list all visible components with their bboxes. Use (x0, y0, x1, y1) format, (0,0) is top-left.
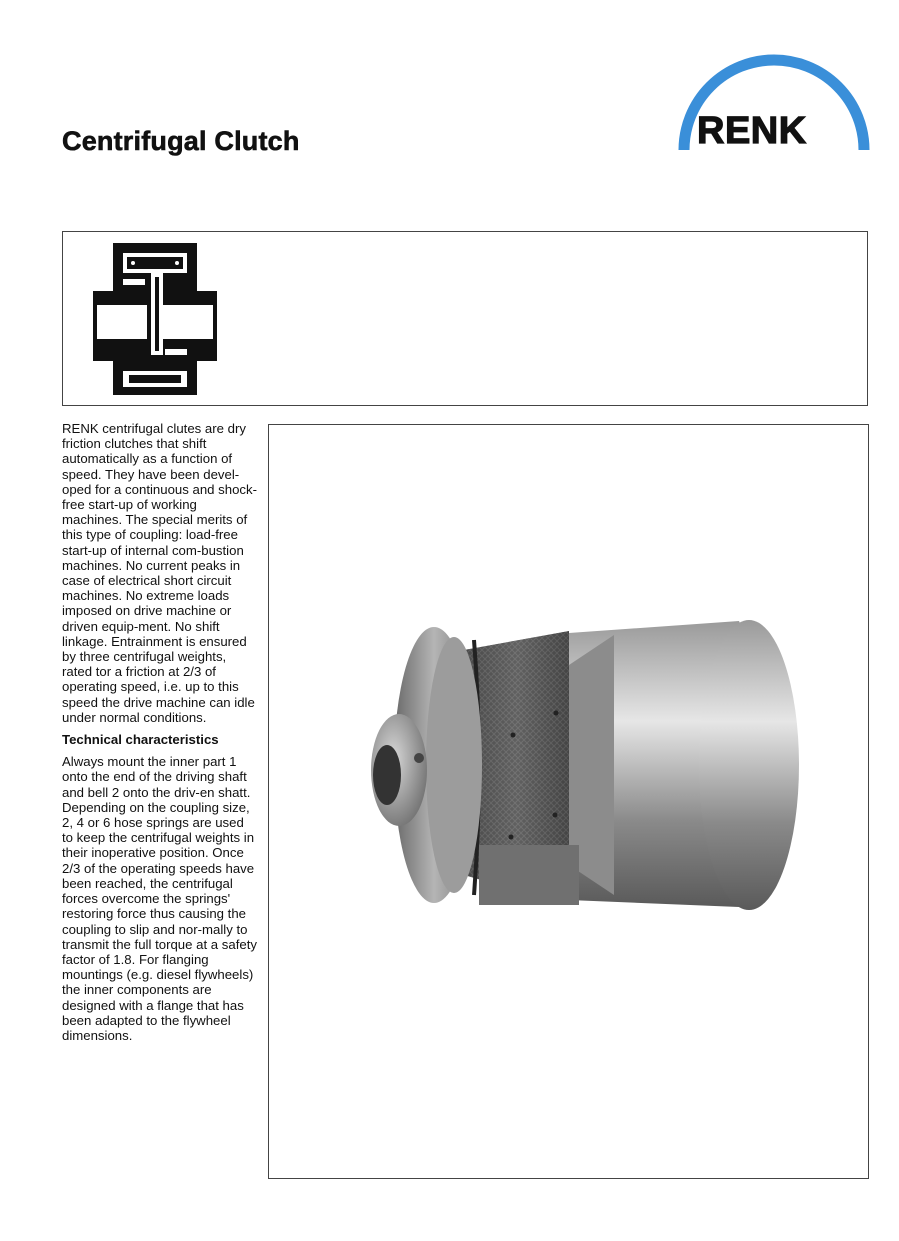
intro-paragraph: RENK centrifugal clutes are dry friction clutches that shift automatically as a function of speed. They have been devel-oped for a continuous and shock-free start-up of working machines. The special merits of this type of coupling: load-free start-up of internal com-bustion machines. No current peaks in case of electrical short circuit machines. No extreme loads imposed on drive machine or driven equip-ment. No shift linkage. Entrainment is ensured by three centrifugal weights, rated tor a friction at 2/3 of operating speed, i.e. up to this speed the drive machine can idle under normal conditions. (62, 421, 258, 725)
section-heading: Technical characteristics (62, 732, 219, 748)
renk-logo-text: RENK (697, 110, 807, 152)
body-text-column (62, 421, 258, 1043)
symbol-panel (62, 231, 868, 406)
page-title: Centrifugal Clutch (62, 126, 300, 156)
technical-paragraph: Always mount the inner part 1 onto the end of the driving shaft and bell 2 onto the driv-en shatt. Depending on the coupling size, 2, 4 or 6 hose springs are used to keep the centrifugal weights in their inoperative position. Once 2/3 of the operating speeds have been reached, the centrifugal forces overcome the springs' restoring force thus causing the coupling to slip and nor-mally to transmit the full torque at a safety factor of 1.8. For flanging mountings (e.g. diesel flywheels) the inner components are designed with a flange that has been adapted to the flywheel dimensions. (62, 754, 257, 1043)
centrifugal-clutch-photo (269, 425, 868, 1178)
product-photo-frame (268, 424, 869, 1179)
clutch-symbol-icon (93, 243, 217, 395)
